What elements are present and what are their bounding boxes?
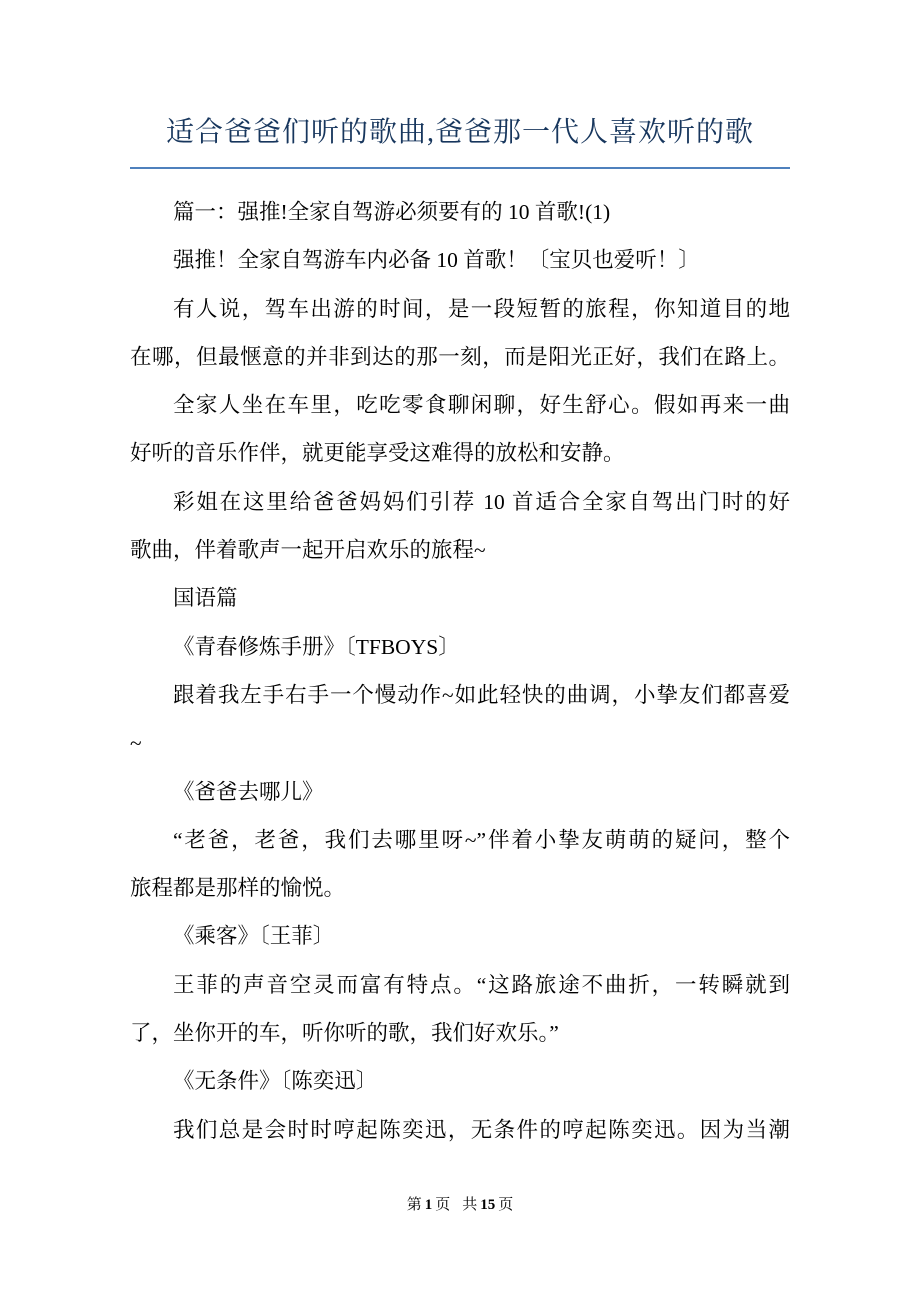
text-line: 《爸爸去哪儿》 (173, 779, 324, 804)
text-line: 王菲的声音空灵而富有特点。“这路旅途不曲折，一转瞬就到 (173, 972, 790, 997)
text-line: 在哪，但最惬意的并非到达的那一刻，而是阳光正好，我们在路上。 (130, 344, 790, 369)
text-line: 旅程都是那样的愉悦。 (130, 876, 346, 901)
text-line: 有人说，驾车出游的时间，是一段短暂的旅程，你知道目的地 (173, 296, 790, 321)
text-line: 《青春修炼手册》〔TFBOYS〕 (173, 634, 460, 659)
page-footer (0, 1196, 920, 1214)
text-line: 歌曲，伴着歌声一起开启欢乐的旅程~ (130, 538, 486, 563)
footer-total-prefix: 共 (462, 1197, 478, 1213)
footer-total-number: 15 (480, 1197, 496, 1213)
text-line: 强推！全家自驾游车内必备 10 首歌！〔宝贝也爱听！〕 (173, 248, 700, 273)
footer-total-suffix: 页 (498, 1197, 514, 1213)
footer-page-suffix: 页 (435, 1197, 451, 1213)
text-line: 了，坐你开的车，听你听的歌，我们好欢乐。” (130, 1021, 559, 1046)
text-line: “老爸，老爸，我们去哪里呀~”伴着小挚友萌萌的疑问，整个 (173, 827, 790, 852)
document-title: 适合爸爸们听的歌曲,爸爸那一代人喜欢听的歌 (165, 117, 754, 148)
document-content (130, 0, 790, 1154)
title-underline (130, 167, 790, 169)
footer-page-number: 1 (424, 1197, 433, 1213)
text-line: 跟着我左手右手一个慢动作~如此轻快的曲调，小挚友们都喜爱 (173, 682, 790, 707)
text-line: 篇一：强推!全家自驾游必须要有的 10 首歌!(1) (173, 200, 611, 224)
text-line: 好听的音乐作伴，就更能享受这难得的放松和安静。 (130, 441, 625, 466)
text-line: 我们总是会时时哼起陈奕迅，无条件的哼起陈奕迅。因为当潮 (173, 1117, 790, 1142)
text-line: ~ (130, 731, 142, 756)
text-line: 全家人坐在车里，吃吃零食聊闲聊，好生舒心。假如再来一曲 (173, 393, 790, 418)
footer-page-prefix: 第 (406, 1197, 422, 1213)
text-line: 《无条件》〔陈奕迅〕 (173, 1069, 378, 1094)
text-line: 《乘客》〔王菲〕 (173, 924, 335, 949)
document-body (130, 188, 790, 1154)
text-line: 国语篇 (173, 586, 238, 611)
text-line: 彩姐在这里给爸爸妈妈们引荐 10 首适合全家自驾出门时的好 (173, 489, 790, 514)
